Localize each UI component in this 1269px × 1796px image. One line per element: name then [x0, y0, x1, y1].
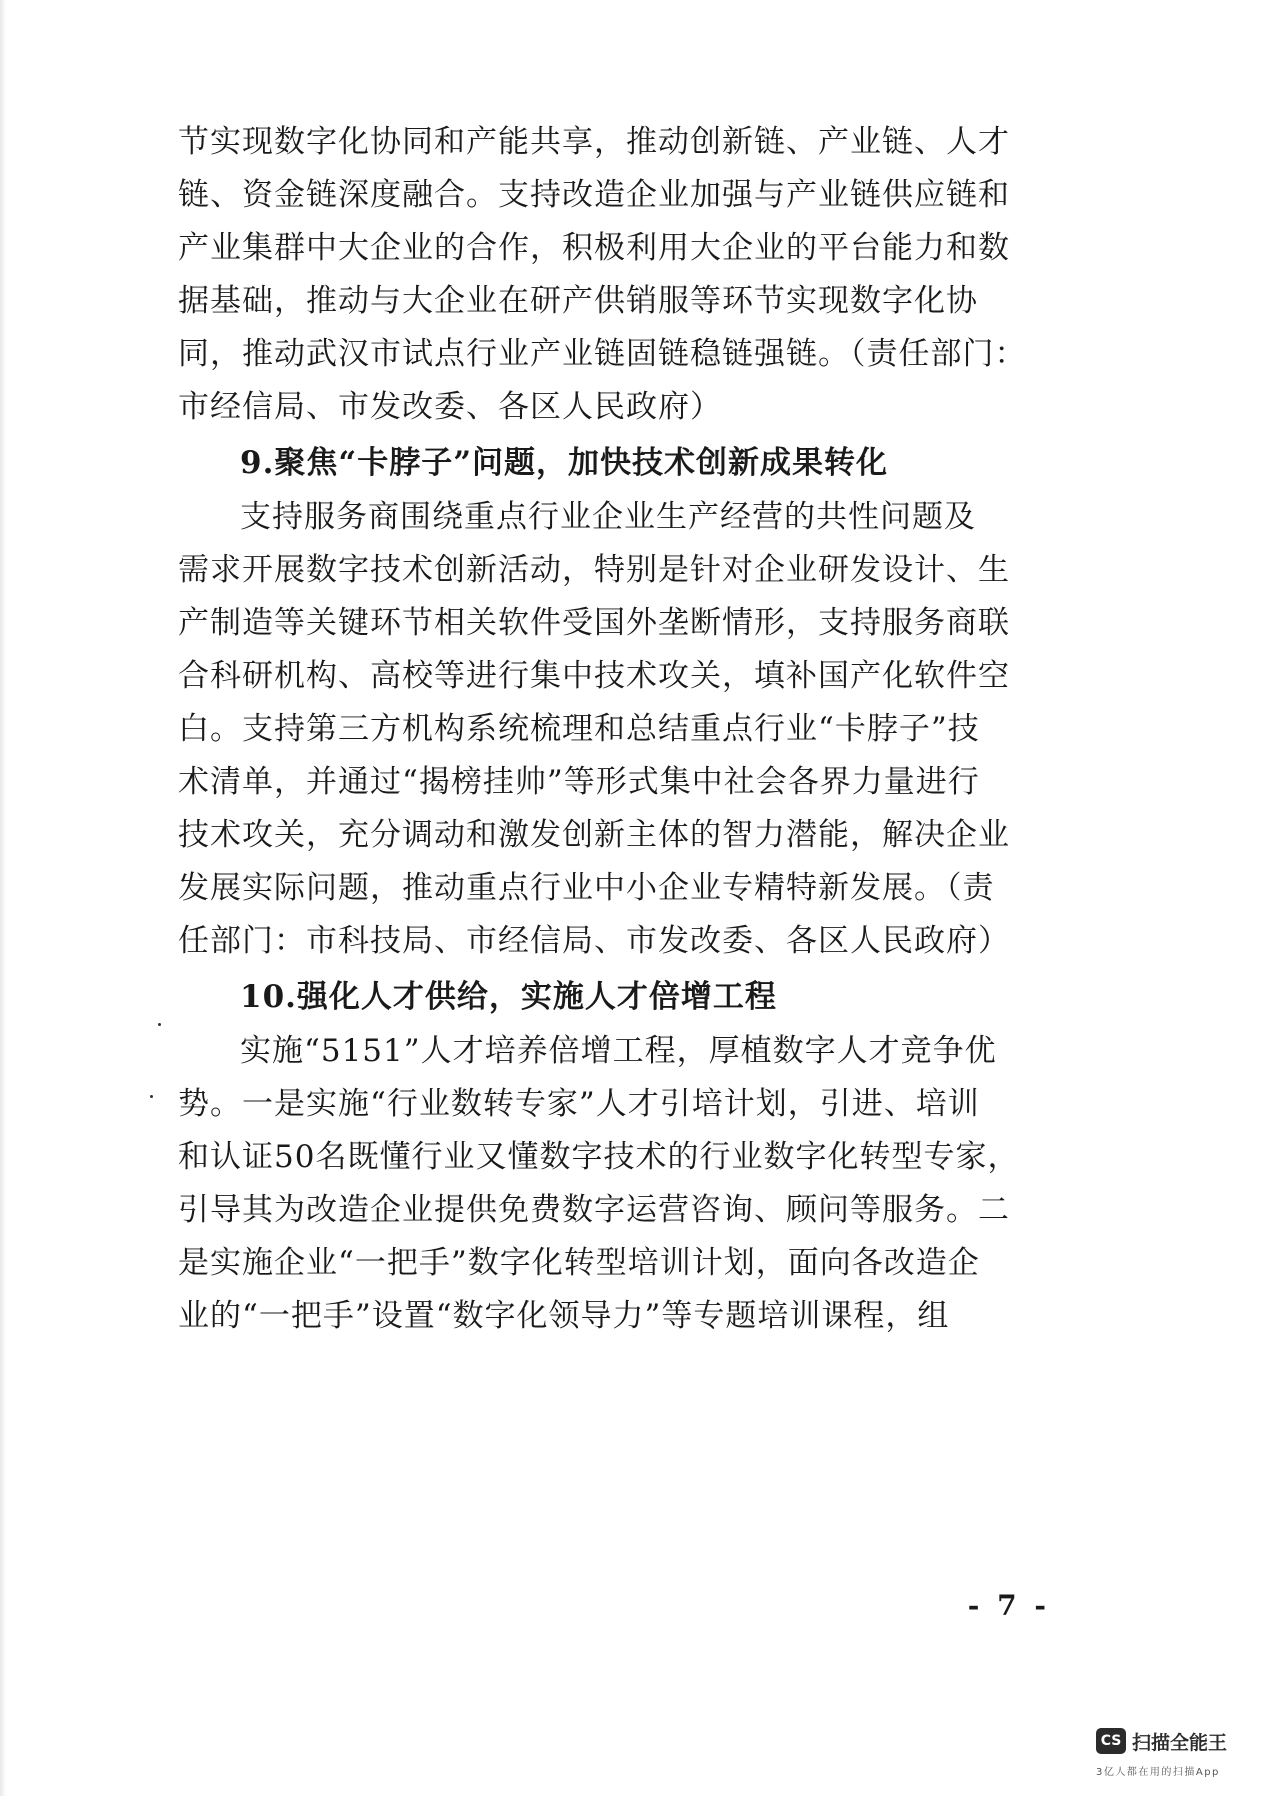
body-line-4: 据基础，推动与大企业在研产供销服等环节实现数字化协: [178, 283, 978, 319]
section-heading-10: 10.强化人才供给，实施人才倍增工程: [240, 979, 777, 1015]
body-line-12: 白。支持第三方机构系统梳理和总结重点行业“卡脖子”技: [178, 711, 980, 747]
section-heading-9: 9.聚焦“卡脖子”问题，加快技术创新成果转化: [240, 445, 889, 481]
body-line-16: 任部门：市科技局、市经信局、市发改委、各区人民政府）: [178, 923, 1010, 959]
body-line-10: 产制造等关键环节相关软件受国外垄断情形，支持服务商联: [178, 605, 1010, 641]
body-line-22: 是实施企业“一把手”数字化转型培训计划，面向各改造企: [178, 1245, 980, 1281]
body-line-13: 术清单，并通过“揭榜挂帅”等形式集中社会各界力量进行: [178, 764, 980, 800]
page-number: - 7 -: [967, 1589, 1050, 1622]
camscanner-logo-icon: CS: [1096, 1728, 1126, 1754]
scan-speck: [150, 1095, 153, 1098]
body-line-3: 产业集群中大企业的合作，积极利用大企业的平台能力和数: [178, 230, 1010, 266]
body-line-23: 业的“一把手”设置“数字化领导力”等专题培训课程，组: [178, 1298, 950, 1334]
body-line-14: 技术攻关，充分调动和激发创新主体的智力潜能，解决企业: [178, 817, 1010, 853]
body-line-15: 发展实际问题，推动重点行业中小企业专精特新发展。（责: [178, 870, 995, 906]
body-line-11: 合科研机构、高校等进行集中技术攻关，填补国产化软件空: [178, 658, 1010, 694]
body-line-5: 同，推动武汉市试点行业产业链固链稳链强链。（责任部门：: [178, 336, 1027, 372]
body-line-8: 支持服务商围绕重点行业企业生产经营的共性问题及: [240, 499, 976, 535]
body-line-9: 需求开展数字技术创新活动，特别是针对企业研发设计、生: [178, 552, 1010, 588]
body-line-2: 链、资金链深度融合。支持改造企业加强与产业链供应链和: [178, 177, 1010, 213]
watermark-brand: 扫描全能王: [1132, 1731, 1228, 1754]
scan-edge-shadow: [0, 0, 6, 1796]
body-line-20: 和认证50名既懂行业又懂数字技术的行业数字化转型专家，: [178, 1139, 1020, 1175]
body-line-18: 实施“5151”人才培养倍增工程，厚植数字人才竞争优: [240, 1033, 997, 1069]
watermark-header: [1096, 1723, 1227, 1759]
scan-speck: [158, 1023, 161, 1026]
watermark-tagline: 3亿人都在用的扫描App: [1096, 1767, 1220, 1778]
scanner-watermark: [1096, 1723, 1256, 1787]
body-line-6: 市经信局、市发改委、各区人民政府）: [178, 389, 722, 425]
body-line-1: 节实现数字化协同和产能共享，推动创新链、产业链、人才: [178, 124, 1010, 160]
body-line-21: 引导其为改造企业提供免费数字运营咨询、顾问等服务。二: [178, 1192, 1010, 1228]
body-line-19: 势。一是实施“行业数转专家”人才引培计划，引进、培训: [178, 1086, 980, 1122]
